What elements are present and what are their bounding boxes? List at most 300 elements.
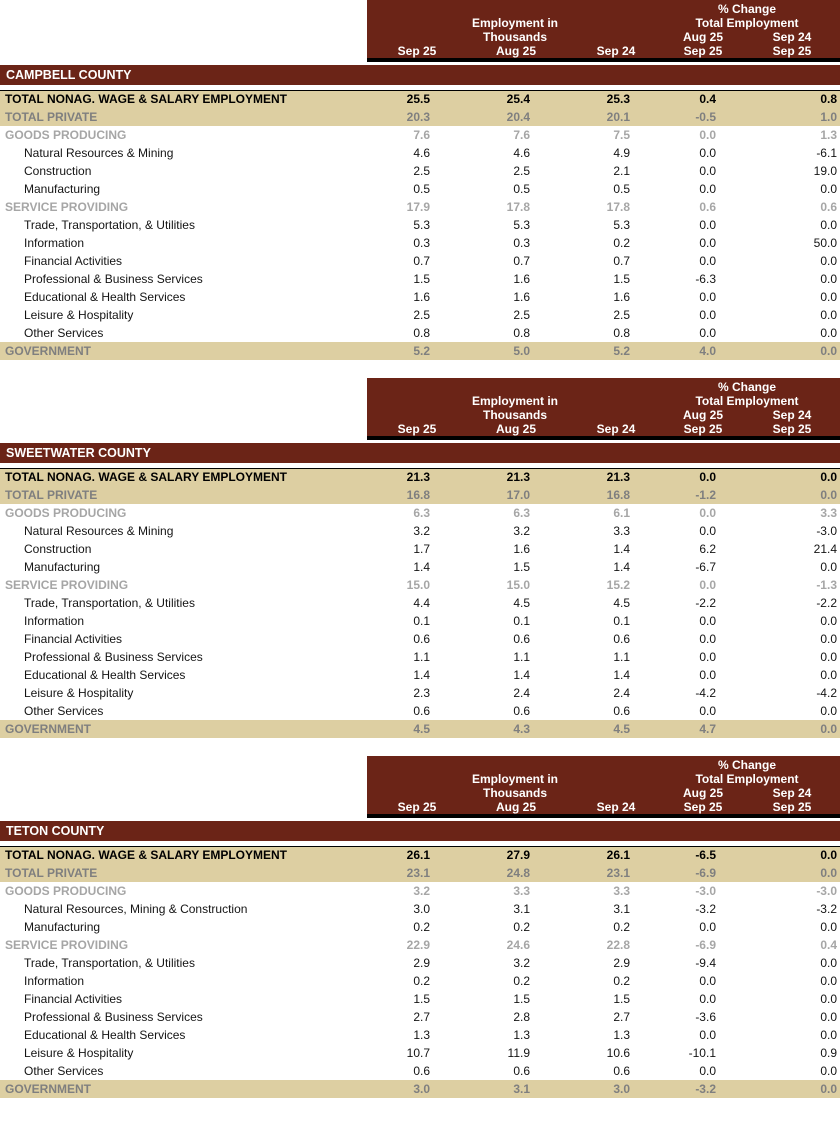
row-label: TOTAL PRIVATE bbox=[5, 866, 98, 880]
value-cell: 24.6 bbox=[506, 938, 530, 952]
value-cell: 1.4 bbox=[413, 668, 430, 682]
value-cell: 0.0 bbox=[699, 1028, 716, 1042]
value-cell: -10.1 bbox=[688, 1046, 716, 1060]
row-label: Information bbox=[24, 974, 85, 988]
column-header-block bbox=[367, 378, 840, 440]
row-label: Manufacturing bbox=[24, 182, 101, 196]
value-cell: 4.5 bbox=[613, 722, 630, 736]
value-cell: 0.0 bbox=[699, 632, 716, 646]
value-cell: 0.0 bbox=[699, 920, 716, 934]
col-aug25-over-label: Aug 25 bbox=[682, 30, 724, 44]
value-cell: 0.0 bbox=[699, 164, 716, 178]
value-cell: -3.2 bbox=[695, 1082, 716, 1096]
value-cell: 24.8 bbox=[506, 866, 530, 880]
row-label: Professional & Business Services bbox=[24, 650, 203, 664]
value-cell: 7.6 bbox=[513, 128, 530, 142]
value-cell: 2.5 bbox=[413, 308, 430, 322]
row-label: TOTAL NONAG. WAGE & SALARY EMPLOYMENT bbox=[5, 848, 288, 862]
table-row bbox=[0, 576, 840, 594]
value-cell: 25.3 bbox=[606, 92, 630, 106]
table-row bbox=[0, 468, 840, 486]
value-cell: 26.1 bbox=[406, 848, 430, 862]
value-cell: 4.6 bbox=[413, 146, 430, 160]
value-cell: 0.0 bbox=[820, 956, 837, 970]
value-cell: 0.0 bbox=[699, 506, 716, 520]
value-cell: 1.0 bbox=[820, 110, 837, 124]
table-row bbox=[0, 882, 840, 900]
table-row bbox=[0, 1044, 840, 1062]
row-label: SERVICE PROVIDING bbox=[5, 938, 129, 952]
value-cell: 0.0 bbox=[820, 614, 837, 628]
pct-change-title: % Change bbox=[717, 758, 777, 772]
table-row bbox=[0, 936, 840, 954]
value-cell: 0.0 bbox=[820, 848, 837, 862]
value-cell: -4.2 bbox=[695, 686, 716, 700]
value-cell: 0.0 bbox=[699, 182, 716, 196]
value-cell: 1.1 bbox=[613, 650, 630, 664]
value-cell: 21.4 bbox=[813, 542, 837, 556]
table-row bbox=[0, 612, 840, 630]
value-cell: 2.5 bbox=[513, 164, 530, 178]
value-cell: 3.2 bbox=[513, 524, 530, 538]
value-cell: 1.4 bbox=[413, 560, 430, 574]
value-cell: 3.3 bbox=[820, 506, 837, 520]
row-label: Trade, Transportation, & Utilities bbox=[24, 956, 195, 970]
table-row bbox=[0, 126, 840, 144]
value-cell: 0.0 bbox=[699, 236, 716, 250]
value-cell: 1.4 bbox=[613, 560, 630, 574]
value-cell: 0.0 bbox=[699, 218, 716, 232]
value-cell: 0.0 bbox=[820, 722, 837, 736]
row-label: Educational & Health Services bbox=[24, 1028, 186, 1042]
row-label: Leisure & Hospitality bbox=[24, 1046, 134, 1060]
table-row bbox=[0, 1026, 840, 1044]
row-label: GOODS PRODUCING bbox=[5, 128, 127, 142]
value-cell: 26.1 bbox=[606, 848, 630, 862]
col-sep24-under-label: Sep 25 bbox=[772, 800, 812, 814]
col-sep24-over-label: Sep 24 bbox=[772, 30, 812, 44]
table-row bbox=[0, 918, 840, 936]
value-cell: 0.4 bbox=[820, 938, 837, 952]
value-cell: -3.2 bbox=[816, 902, 837, 916]
value-cell: 0.1 bbox=[413, 614, 430, 628]
value-cell: 0.5 bbox=[413, 182, 430, 196]
value-cell: 1.5 bbox=[613, 272, 630, 286]
value-cell: -6.9 bbox=[695, 866, 716, 880]
value-cell: 3.2 bbox=[413, 884, 430, 898]
row-label: Information bbox=[24, 236, 85, 250]
value-cell: -6.9 bbox=[695, 938, 716, 952]
value-cell: 0.6 bbox=[513, 1064, 530, 1078]
table-row bbox=[0, 270, 840, 288]
employment-title-line1: Employment in bbox=[471, 394, 559, 408]
table-row bbox=[0, 954, 840, 972]
col-sep24-under-label: Sep 25 bbox=[772, 44, 812, 58]
value-cell: 20.4 bbox=[506, 110, 530, 124]
value-cell: 0.0 bbox=[699, 254, 716, 268]
value-cell: 3.0 bbox=[413, 1082, 430, 1096]
value-cell: 3.3 bbox=[613, 884, 630, 898]
value-cell: 1.6 bbox=[513, 542, 530, 556]
row-label: Other Services bbox=[24, 704, 104, 718]
value-cell: 0.8 bbox=[613, 326, 630, 340]
county-name: TETON COUNTY bbox=[6, 824, 105, 838]
value-cell: 1.6 bbox=[413, 290, 430, 304]
county-table bbox=[0, 90, 840, 360]
employment-title-line2: Thousands bbox=[482, 408, 548, 422]
value-cell: -6.7 bbox=[695, 560, 716, 574]
value-cell: 0.0 bbox=[699, 1064, 716, 1078]
value-cell: 0.0 bbox=[820, 488, 837, 502]
row-label: Information bbox=[24, 614, 85, 628]
row-label: Trade, Transportation, & Utilities bbox=[24, 218, 195, 232]
value-cell: 22.8 bbox=[606, 938, 630, 952]
value-cell: 5.0 bbox=[513, 344, 530, 358]
row-label: GOODS PRODUCING bbox=[5, 506, 127, 520]
value-cell: 0.3 bbox=[513, 236, 530, 250]
value-cell: 25.5 bbox=[406, 92, 430, 106]
value-cell: 0.0 bbox=[820, 560, 837, 574]
value-cell: 0.0 bbox=[820, 290, 837, 304]
table-row bbox=[0, 684, 840, 702]
value-cell: 0.0 bbox=[820, 1028, 837, 1042]
county-table bbox=[0, 846, 840, 1098]
county-name: CAMPBELL COUNTY bbox=[6, 68, 132, 82]
table-row bbox=[0, 540, 840, 558]
value-cell: 2.4 bbox=[513, 686, 530, 700]
value-cell: 2.3 bbox=[413, 686, 430, 700]
value-cell: 1.1 bbox=[513, 650, 530, 664]
value-cell: 15.0 bbox=[506, 578, 530, 592]
value-cell: 4.3 bbox=[513, 722, 530, 736]
county-name: SWEETWATER COUNTY bbox=[6, 446, 151, 460]
value-cell: 0.2 bbox=[513, 974, 530, 988]
value-cell: 7.5 bbox=[613, 128, 630, 142]
value-cell: 0.2 bbox=[413, 974, 430, 988]
value-cell: 0.5 bbox=[513, 182, 530, 196]
value-cell: -3.0 bbox=[816, 524, 837, 538]
value-cell: 0.0 bbox=[699, 290, 716, 304]
table-row bbox=[0, 1062, 840, 1080]
value-cell: 4.7 bbox=[699, 722, 716, 736]
row-label: Natural Resources & Mining bbox=[24, 524, 174, 538]
value-cell: 2.7 bbox=[613, 1010, 630, 1024]
value-cell: 5.3 bbox=[613, 218, 630, 232]
value-cell: 0.0 bbox=[820, 920, 837, 934]
value-cell: 0.7 bbox=[513, 254, 530, 268]
table-row bbox=[0, 108, 840, 126]
value-cell: 1.1 bbox=[413, 650, 430, 664]
table-row bbox=[0, 504, 840, 522]
value-cell: 0.0 bbox=[820, 326, 837, 340]
value-cell: 1.3 bbox=[820, 128, 837, 142]
value-cell: 4.6 bbox=[513, 146, 530, 160]
value-cell: 3.0 bbox=[613, 1082, 630, 1096]
table-row bbox=[0, 972, 840, 990]
value-cell: 0.0 bbox=[820, 650, 837, 664]
value-cell: 25.4 bbox=[506, 92, 530, 106]
table-row bbox=[0, 648, 840, 666]
value-cell: 0.6 bbox=[820, 200, 837, 214]
row-label: Educational & Health Services bbox=[24, 668, 186, 682]
county-section-teton-county bbox=[0, 756, 840, 1098]
value-cell: 23.1 bbox=[406, 866, 430, 880]
pct-change-title: % Change bbox=[717, 380, 777, 394]
value-cell: 1.5 bbox=[413, 992, 430, 1006]
col-sep24-label: Sep 24 bbox=[596, 422, 636, 436]
value-cell: 6.2 bbox=[699, 542, 716, 556]
value-cell: -3.0 bbox=[816, 884, 837, 898]
value-cell: 0.2 bbox=[613, 920, 630, 934]
value-cell: 0.0 bbox=[699, 470, 716, 484]
value-cell: 0.0 bbox=[820, 344, 837, 358]
table-row bbox=[0, 198, 840, 216]
col-sep24-under-label: Sep 25 bbox=[772, 422, 812, 436]
row-label: GOVERNMENT bbox=[5, 722, 92, 736]
value-cell: -4.2 bbox=[816, 686, 837, 700]
value-cell: -3.6 bbox=[695, 1010, 716, 1024]
value-cell: 3.2 bbox=[413, 524, 430, 538]
value-cell: 2.1 bbox=[613, 164, 630, 178]
value-cell: 4.0 bbox=[699, 344, 716, 358]
value-cell: 0.0 bbox=[699, 578, 716, 592]
value-cell: 2.7 bbox=[413, 1010, 430, 1024]
value-cell: -3.2 bbox=[695, 902, 716, 916]
value-cell: 17.9 bbox=[406, 200, 430, 214]
column-header-block bbox=[367, 0, 840, 62]
table-row bbox=[0, 324, 840, 342]
value-cell: 3.1 bbox=[613, 902, 630, 916]
value-cell: 0.0 bbox=[699, 326, 716, 340]
table-row bbox=[0, 522, 840, 540]
col-sep25-label: Sep 25 bbox=[397, 422, 437, 436]
table-row bbox=[0, 594, 840, 612]
table-row bbox=[0, 306, 840, 324]
value-cell: 1.4 bbox=[613, 542, 630, 556]
table-row bbox=[0, 234, 840, 252]
value-cell: 2.5 bbox=[413, 164, 430, 178]
table-row bbox=[0, 630, 840, 648]
value-cell: 0.9 bbox=[820, 1046, 837, 1060]
value-cell: 21.3 bbox=[506, 470, 530, 484]
table-row bbox=[0, 342, 840, 360]
value-cell: 1.5 bbox=[413, 272, 430, 286]
table-row bbox=[0, 144, 840, 162]
value-cell: 0.0 bbox=[699, 974, 716, 988]
value-cell: 6.1 bbox=[613, 506, 630, 520]
value-cell: 0.3 bbox=[413, 236, 430, 250]
value-cell: 0.0 bbox=[699, 128, 716, 142]
row-label: TOTAL NONAG. WAGE & SALARY EMPLOYMENT bbox=[5, 92, 288, 106]
value-cell: -6.5 bbox=[695, 848, 716, 862]
employment-title-line1: Employment in bbox=[471, 16, 559, 30]
value-cell: 0.0 bbox=[699, 650, 716, 664]
value-cell: 0.0 bbox=[699, 146, 716, 160]
county-band bbox=[0, 443, 840, 463]
col-aug25-under-label: Sep 25 bbox=[683, 800, 723, 814]
value-cell: 4.5 bbox=[413, 722, 430, 736]
row-label: Professional & Business Services bbox=[24, 1010, 203, 1024]
column-header-block bbox=[367, 756, 840, 818]
value-cell: 1.3 bbox=[513, 1028, 530, 1042]
row-label: TOTAL PRIVATE bbox=[5, 488, 98, 502]
row-label: Construction bbox=[24, 164, 92, 178]
table-row bbox=[0, 558, 840, 576]
value-cell: 0.2 bbox=[413, 920, 430, 934]
table-row bbox=[0, 720, 840, 738]
value-cell: 4.5 bbox=[513, 596, 530, 610]
value-cell: -2.2 bbox=[816, 596, 837, 610]
value-cell: -6.3 bbox=[695, 272, 716, 286]
value-cell: 0.0 bbox=[699, 524, 716, 538]
county-table bbox=[0, 468, 840, 738]
value-cell: 0.8 bbox=[820, 92, 837, 106]
row-label: Manufacturing bbox=[24, 920, 101, 934]
value-cell: 2.9 bbox=[413, 956, 430, 970]
row-label: Educational & Health Services bbox=[24, 290, 186, 304]
table-row bbox=[0, 846, 840, 864]
value-cell: 2.8 bbox=[513, 1010, 530, 1024]
value-cell: 22.9 bbox=[406, 938, 430, 952]
value-cell: 15.2 bbox=[606, 578, 630, 592]
value-cell: 0.0 bbox=[820, 218, 837, 232]
value-cell: 0.6 bbox=[413, 632, 430, 646]
table-row bbox=[0, 1008, 840, 1026]
table-row bbox=[0, 180, 840, 198]
table-row bbox=[0, 216, 840, 234]
value-cell: 0.7 bbox=[413, 254, 430, 268]
row-label: TOTAL PRIVATE bbox=[5, 110, 98, 124]
pct-change-subtitle: Total Employment bbox=[695, 16, 799, 30]
value-cell: 0.6 bbox=[613, 632, 630, 646]
value-cell: 5.3 bbox=[413, 218, 430, 232]
value-cell: 16.8 bbox=[406, 488, 430, 502]
table-row bbox=[0, 252, 840, 270]
value-cell: 27.9 bbox=[506, 848, 530, 862]
value-cell: 2.4 bbox=[613, 686, 630, 700]
value-cell: 2.5 bbox=[513, 308, 530, 322]
pct-change-title: % Change bbox=[717, 2, 777, 16]
value-cell: 3.2 bbox=[513, 956, 530, 970]
row-label: Financial Activities bbox=[24, 992, 123, 1006]
col-sep25-label: Sep 25 bbox=[397, 44, 437, 58]
value-cell: 4.5 bbox=[613, 596, 630, 610]
value-cell: 3.0 bbox=[413, 902, 430, 916]
col-aug25-label: Aug 25 bbox=[495, 44, 537, 58]
value-cell: 0.0 bbox=[699, 704, 716, 718]
value-cell: 3.1 bbox=[513, 902, 530, 916]
value-cell: 0.0 bbox=[820, 668, 837, 682]
county-section-campbell-county bbox=[0, 0, 840, 360]
value-cell: 0.1 bbox=[513, 614, 530, 628]
value-cell: 0.7 bbox=[613, 254, 630, 268]
value-cell: -1.3 bbox=[816, 578, 837, 592]
value-cell: 1.7 bbox=[413, 542, 430, 556]
value-cell: 6.3 bbox=[413, 506, 430, 520]
col-sep25-label: Sep 25 bbox=[397, 800, 437, 814]
value-cell: 7.6 bbox=[413, 128, 430, 142]
row-label: Leisure & Hospitality bbox=[24, 686, 134, 700]
value-cell: 0.0 bbox=[699, 308, 716, 322]
value-cell: 0.8 bbox=[513, 326, 530, 340]
value-cell: 15.0 bbox=[406, 578, 430, 592]
value-cell: 1.3 bbox=[413, 1028, 430, 1042]
pct-change-subtitle: Total Employment bbox=[695, 772, 799, 786]
value-cell: 1.6 bbox=[513, 290, 530, 304]
county-section-sweetwater-county bbox=[0, 378, 840, 738]
value-cell: 0.0 bbox=[820, 992, 837, 1006]
row-label: Construction bbox=[24, 542, 92, 556]
row-label: Other Services bbox=[24, 326, 104, 340]
value-cell: 0.2 bbox=[613, 236, 630, 250]
value-cell: 2.5 bbox=[613, 308, 630, 322]
col-aug25-under-label: Sep 25 bbox=[683, 422, 723, 436]
value-cell: 23.1 bbox=[606, 866, 630, 880]
value-cell: 50.0 bbox=[813, 236, 837, 250]
county-band bbox=[0, 821, 840, 841]
value-cell: 4.9 bbox=[613, 146, 630, 160]
value-cell: 0.0 bbox=[820, 632, 837, 646]
value-cell: 11.9 bbox=[507, 1046, 530, 1060]
value-cell: 0.0 bbox=[820, 866, 837, 880]
value-cell: 0.6 bbox=[613, 1064, 630, 1078]
table-row bbox=[0, 486, 840, 504]
value-cell: 0.5 bbox=[613, 182, 630, 196]
value-cell: -9.4 bbox=[695, 956, 716, 970]
row-label: SERVICE PROVIDING bbox=[5, 578, 129, 592]
col-aug25-label: Aug 25 bbox=[495, 422, 537, 436]
employment-title-line2: Thousands bbox=[482, 30, 548, 44]
value-cell: 0.2 bbox=[613, 974, 630, 988]
value-cell: 20.1 bbox=[606, 110, 630, 124]
col-aug25-over-label: Aug 25 bbox=[682, 408, 724, 422]
row-label: GOODS PRODUCING bbox=[5, 884, 127, 898]
value-cell: -2.2 bbox=[695, 596, 716, 610]
value-cell: 21.3 bbox=[606, 470, 630, 484]
value-cell: 0.0 bbox=[699, 992, 716, 1006]
value-cell: 3.3 bbox=[513, 884, 530, 898]
value-cell: 0.6 bbox=[413, 1064, 430, 1078]
value-cell: 1.5 bbox=[513, 992, 530, 1006]
value-cell: 1.3 bbox=[613, 1028, 630, 1042]
table-row bbox=[0, 990, 840, 1008]
value-cell: 10.6 bbox=[606, 1046, 630, 1060]
value-cell: 0.0 bbox=[820, 1064, 837, 1078]
value-cell: 0.0 bbox=[820, 1082, 837, 1096]
row-label: GOVERNMENT bbox=[5, 1082, 92, 1096]
value-cell: 0.0 bbox=[820, 704, 837, 718]
row-label: Natural Resources & Mining bbox=[24, 146, 174, 160]
row-label: Financial Activities bbox=[24, 632, 123, 646]
value-cell: 1.4 bbox=[613, 668, 630, 682]
table-row bbox=[0, 288, 840, 306]
employment-title-line1: Employment in bbox=[471, 772, 559, 786]
value-cell: 0.6 bbox=[513, 632, 530, 646]
value-cell: 0.6 bbox=[513, 704, 530, 718]
table-row bbox=[0, 900, 840, 918]
value-cell: 1.6 bbox=[613, 290, 630, 304]
col-aug25-label: Aug 25 bbox=[495, 800, 537, 814]
table-row bbox=[0, 1080, 840, 1098]
value-cell: 1.4 bbox=[513, 668, 530, 682]
value-cell: 10.7 bbox=[406, 1046, 430, 1060]
value-cell: 19.0 bbox=[813, 164, 837, 178]
value-cell: 16.8 bbox=[606, 488, 630, 502]
value-cell: 0.0 bbox=[699, 614, 716, 628]
pct-change-subtitle: Total Employment bbox=[695, 394, 799, 408]
row-label: Leisure & Hospitality bbox=[24, 308, 134, 322]
col-sep24-over-label: Sep 24 bbox=[772, 786, 812, 800]
